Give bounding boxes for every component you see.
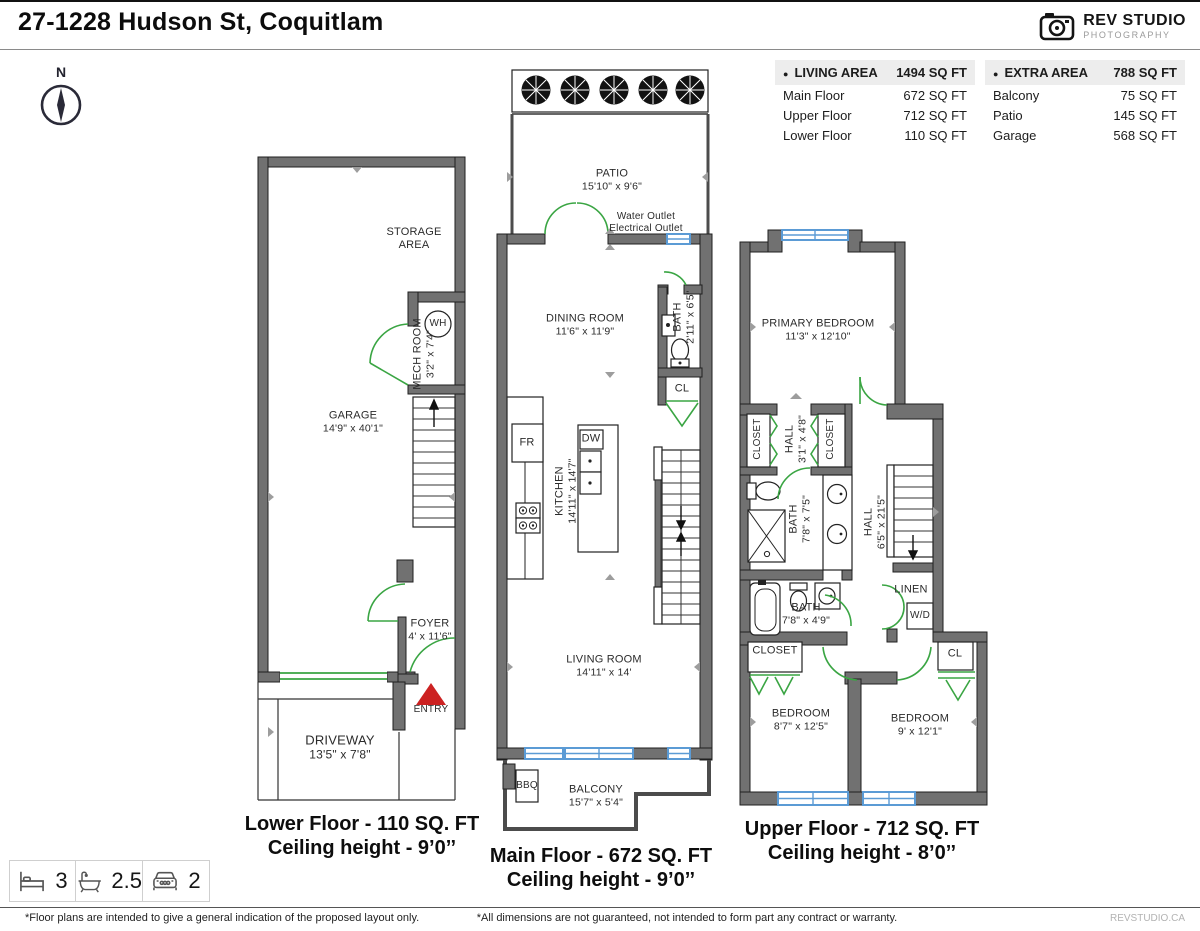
room-label-mech: MECH ROOM 3'2" x 7'4" bbox=[411, 318, 437, 390]
room-label-garage: GARAGE 14'9" x 40'1" bbox=[322, 409, 384, 435]
row-value: 568 SQ FT bbox=[1113, 128, 1177, 143]
table-row bbox=[775, 105, 975, 125]
room-label-bath2: BATH 7'8" x 4'9" bbox=[781, 601, 831, 627]
table-row bbox=[985, 125, 1185, 145]
row-value: 75 SQ FT bbox=[1120, 88, 1177, 103]
row-value: 110 SQ FT bbox=[904, 128, 967, 143]
row-label: Garage bbox=[993, 128, 1037, 143]
car-icon bbox=[150, 869, 180, 893]
compass bbox=[32, 60, 92, 140]
cl-label: CL bbox=[947, 647, 963, 660]
row-label: Lower Floor bbox=[783, 128, 852, 143]
row-value: 145 SQ FT bbox=[1113, 108, 1177, 123]
bbq-label: BBQ bbox=[516, 780, 538, 792]
room-label-foyer: FOYER 4' x 11'6" bbox=[408, 617, 452, 643]
living-area-header bbox=[775, 60, 975, 85]
stat-parking bbox=[142, 860, 210, 902]
dishwasher-label: DW bbox=[581, 432, 601, 445]
room-label-dining: DINING ROOM 11'6" x 11'9" bbox=[546, 312, 624, 338]
table-row bbox=[985, 105, 1185, 125]
extra-area-header bbox=[985, 60, 1185, 85]
stairs bbox=[887, 465, 933, 559]
room-label-bedroom1: BEDROOM 8'7" x 12'5" bbox=[771, 707, 831, 733]
extra-area-label: EXTRA AREA bbox=[1004, 65, 1088, 80]
shower bbox=[748, 510, 785, 562]
entry-arrow bbox=[416, 683, 446, 705]
room-label-storage: STORAGE AREA bbox=[386, 226, 442, 251]
closet-door bbox=[666, 401, 698, 426]
linen-label: LINEN bbox=[894, 583, 928, 596]
logo-sub: PHOTOGRAPHY bbox=[1083, 29, 1171, 40]
extra-area-table bbox=[985, 60, 1185, 145]
room-label-primary: PRIMARY BEDROOM 11'3" x 12'10" bbox=[761, 317, 875, 343]
table-row bbox=[775, 85, 975, 105]
hedge bbox=[512, 70, 708, 114]
washer-dryer-label: W/D bbox=[909, 610, 931, 622]
stairs bbox=[654, 447, 700, 624]
row-label: Upper Floor bbox=[783, 108, 852, 123]
garage-door bbox=[280, 670, 387, 683]
footer-website: REVSTUDIO.CA bbox=[1109, 913, 1185, 924]
closet-right-label: CLOSET bbox=[825, 418, 837, 460]
main-floor-title: Main Floor - 672 SQ. FT Ceiling height - 9’0’’ bbox=[489, 845, 713, 891]
stat-bedrooms bbox=[9, 860, 77, 902]
water-heater-label: WH bbox=[429, 318, 447, 330]
row-value: 672 SQ FT bbox=[903, 88, 967, 103]
property-stats bbox=[10, 860, 210, 902]
room-label-main-bath: BATH 2'11" x 6'5" bbox=[671, 290, 697, 344]
row-label: Main Floor bbox=[783, 88, 845, 103]
upper-floor-title: Upper Floor - 712 SQ. FT Ceiling height - 8’0’’ bbox=[744, 818, 980, 864]
footer-divider bbox=[0, 907, 1200, 908]
lower-floor-title: Lower Floor - 110 SQ. FT Ceiling height - 9’0’’ bbox=[244, 813, 480, 859]
room-label-hall2: HALL 6'5" x 21'5" bbox=[862, 494, 888, 550]
bullet-icon: ● bbox=[783, 69, 789, 79]
stove bbox=[516, 503, 540, 533]
bathroom-count: 2.5 bbox=[111, 868, 142, 893]
room-label-patio: PATIO 15'10" x 9'6" bbox=[581, 167, 643, 193]
bullet-icon: ● bbox=[993, 69, 999, 79]
room-label-balcony: BALCONY 15'7" x 5'4" bbox=[568, 783, 624, 809]
room-label-living: LIVING ROOM 14'11" x 14' bbox=[566, 653, 642, 679]
outlet-labels: Water Outlet Electrical Outlet bbox=[609, 211, 683, 234]
living-area-label: LIVING AREA bbox=[794, 65, 878, 80]
row-label: Balcony bbox=[993, 88, 1040, 103]
bed-icon bbox=[17, 869, 47, 893]
room-label-driveway: DRIVEWAY 13'5" x 7'8" bbox=[305, 732, 375, 762]
room-label-hall1: HALL 3'1" x 4'8" bbox=[783, 414, 809, 464]
kitchen-counter bbox=[507, 397, 543, 579]
logo-name: REV STUDIO bbox=[1083, 11, 1186, 29]
footer-note-left: *Floor plans are intended to give a general indication of the proposed layout only. bbox=[25, 912, 420, 924]
compass-n-label: N bbox=[55, 64, 67, 80]
room-label-bath1: BATH 7'8" x 7'5" bbox=[787, 494, 813, 544]
logo bbox=[1038, 10, 1186, 42]
table-row bbox=[985, 85, 1185, 105]
closet-left-label: CLOSET bbox=[752, 418, 764, 460]
living-area-total: 1494 SQ FT bbox=[896, 65, 967, 80]
parking-count: 2 bbox=[188, 868, 201, 893]
bedroom-count: 3 bbox=[55, 868, 68, 893]
closet-label-cl: CL bbox=[674, 382, 690, 395]
table-row bbox=[775, 125, 975, 145]
closet-label: CLOSET bbox=[752, 644, 798, 657]
living-area-table bbox=[775, 60, 975, 145]
entry-label: ENTRY bbox=[413, 704, 449, 716]
stat-bathrooms bbox=[75, 860, 143, 902]
stairs bbox=[413, 397, 455, 527]
extra-area-total: 788 SQ FT bbox=[1113, 65, 1177, 80]
page-title: 27-1228 Hudson St, Coquitlam bbox=[18, 8, 384, 36]
camera-icon bbox=[1038, 10, 1076, 42]
room-label-bedroom2: BEDROOM 9' x 12'1" bbox=[890, 712, 950, 738]
bath-icon bbox=[76, 868, 103, 894]
header-divider bbox=[0, 49, 1200, 50]
compass-icon bbox=[32, 60, 92, 135]
footer-note-center: *All dimensions are not guaranteed, not intended to form part any contract or warranty. bbox=[476, 912, 898, 924]
room-label-kitchen: KITCHEN 14'11" x 14'7" bbox=[553, 458, 579, 524]
fridge-label: FR bbox=[519, 436, 535, 449]
row-label: Patio bbox=[993, 108, 1023, 123]
row-value: 712 SQ FT bbox=[903, 108, 967, 123]
